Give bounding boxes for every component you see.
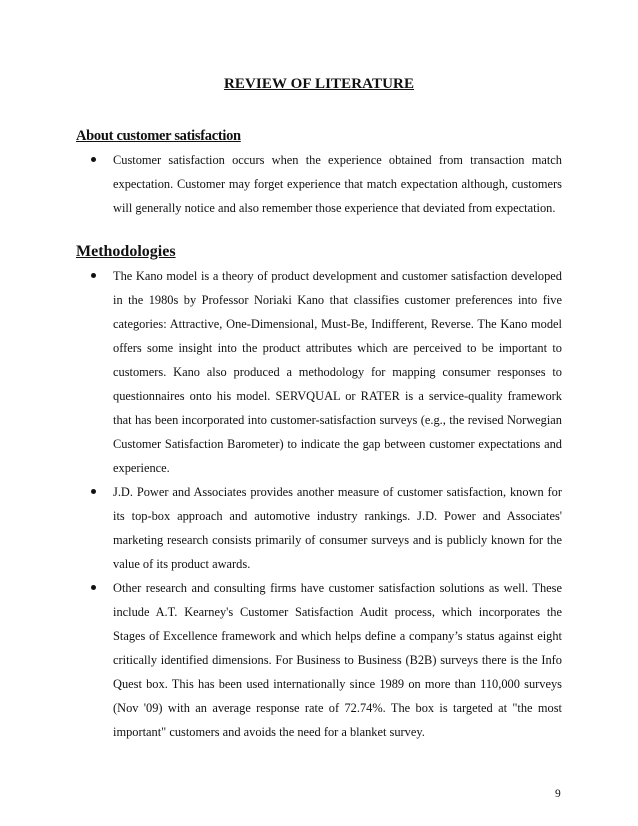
bullet-icon (91, 273, 96, 278)
list-item-text: J.D. Power and Associates provides another measure of customer satisfaction, known for its top-box approach and automotive industry rankings. J.D. Power and Associates' marketing research consists primarily of consumer surveys and is publicly known for the value of its product awards. (113, 485, 562, 571)
list-item (76, 576, 562, 744)
bullet-icon (91, 489, 96, 494)
list-item-text: Other research and consulting firms have customer satisfaction solutions as well. These include A.T. Kearney's Customer Satisfaction Audit process, which incorporates the Stages of Excellence framework and which helps define a company’s status against eight critically identified dimensions. For Business to Business (B2B) surveys there is the Info Quest box. This has been used internationally since 1989 on more than 110,000 surveys (Nov '09) with an average response rate of 72.74%. The box is targeted at "the most important" customers and avoids the need for a blanket survey. (113, 581, 562, 739)
section-heading-customer-satisfaction: About customer satisfaction (76, 128, 241, 144)
list-item (76, 264, 562, 480)
page-title: REVIEW OF LITERATURE (223, 76, 415, 92)
list-item-text: The Kano model is a theory of product development and customer satisfaction developed in the 1980s by Professor Noriaki Kano that classifies customer preferences into five categories: Attractive, One-Dimensional, Must-Be, Indifferent, Reverse. The Kano model offers some insight into the product attributes which are perceived to be important to customers. Kano also produced a methodology for mapping consumer responses to questionnaires onto his model. SERVQUAL or RATER is a service-quality framework that has been incorporated into customer-satisfaction surveys (e.g., the revised Norwegian Customer Satisfaction Barometer) to indicate the gap between customer expectations and experience. (113, 269, 562, 475)
bullet-icon (91, 585, 96, 590)
list-item (76, 148, 562, 220)
section-heading-methodologies: Methodologies (76, 243, 176, 260)
satisfaction-list (76, 148, 562, 220)
page-number: 9 (555, 788, 561, 800)
methodologies-list (76, 264, 562, 744)
list-item (76, 480, 562, 576)
list-item-text: Customer satisfaction occurs when the experience obtained from transaction match expectation. Customer may forget experience that match expectation although, customers will generally notice and also remember those experience that deviated from expectation. (113, 153, 562, 215)
bullet-icon (91, 157, 96, 162)
